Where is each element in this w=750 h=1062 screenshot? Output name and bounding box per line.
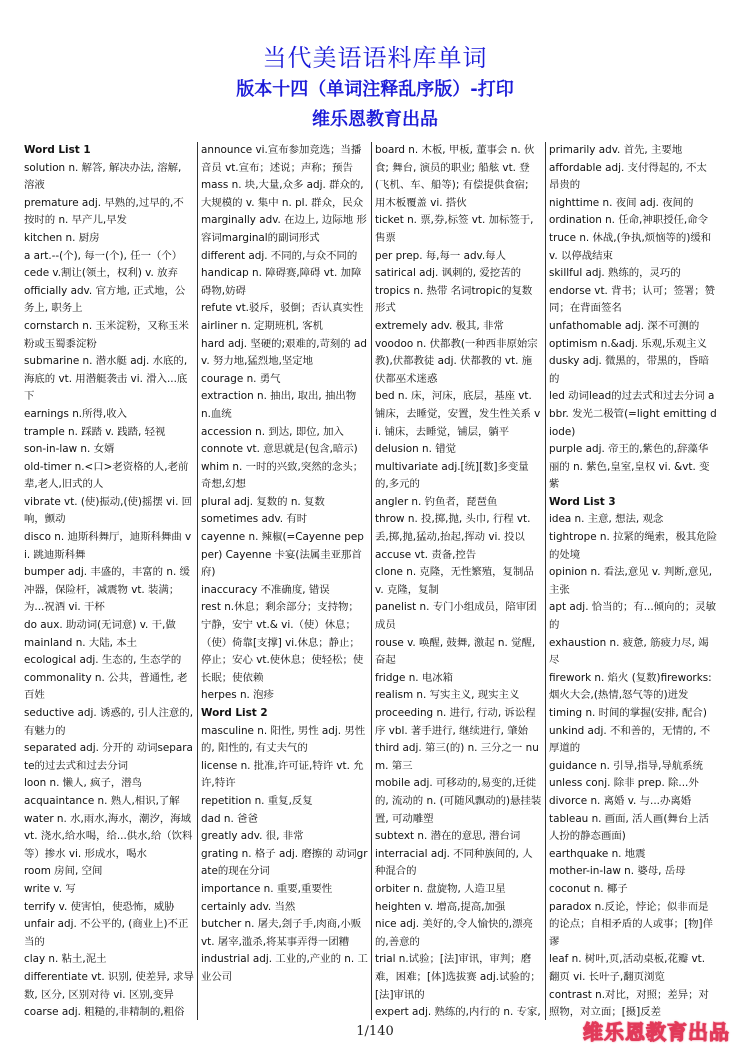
word-entry: masculine n. 阳性, 男性 adj. 男性的, 阳性的, 有丈夫气的	[201, 724, 366, 755]
word-entry: dad n. 爸爸	[201, 812, 258, 825]
word-entry: voodoo n. 伏都教(一种西非原始宗教),伏都教徒 adj. 伏都教的 vt. 施伏都巫术迷惑	[375, 337, 538, 385]
word-entry: truce n. 休战,(争执,烦恼等的)缓和 v. 以停战结束	[549, 231, 712, 262]
word-entry: announce vi.宣布参加竞选；当播音员 vt.宣布；述说；声称；预告	[201, 144, 362, 174]
word-entry: solution n. 解答, 解决办法, 溶解, 溶液	[24, 161, 182, 192]
word-entry: realism n. 写实主义, 现实主义	[375, 689, 520, 702]
word-entry: multivariate adj.[统][数]多变量的,多元的	[375, 460, 529, 491]
word-entry: write v. 写	[24, 882, 76, 895]
word-entry: officially adv. 官方地, 正式地，公务上, 职务上	[24, 284, 186, 315]
word-entry: room 房间, 空间	[24, 865, 103, 878]
document-title: 当代美语语料库单词	[262, 44, 488, 72]
word-entry: throw n. 投,掷,抛, 头巾, 行程 vt. 丢,掷,抛,猛动,抬起,挥动 vi. 投以	[375, 513, 531, 544]
word-entry: terrify v. 使害怕，使恐怖，威胁	[24, 900, 175, 913]
word-entry: board n. 木板, 甲板, 董事会 n. 伙食; 舞台, 演员的职业; 船舷 vt. 登(飞机、车、船等); 有偿提供食宿; 用木板覆盖 vi. 搭伙	[375, 144, 535, 209]
word-entry: coarse adj. 粗糙的,非精制的,粗俗	[24, 1006, 185, 1019]
word-entry: ecological adj. 生态的, 生态学的	[24, 654, 182, 667]
word-entry: unless conj. 除非 prep. 除...外	[549, 777, 699, 790]
word-entry: leaf n. 树叶,页,活动桌板,花瓣 vt. 翻页 vi. 长叶子,翻页浏览	[549, 953, 706, 983]
word-entry: accession n. 到达, 即位, 加入	[201, 425, 344, 438]
word-entry: acquaintance n. 熟人,相识,了解	[24, 794, 180, 807]
word-entry: mother-in-law n. 婆母, 岳母	[549, 865, 686, 878]
document-header	[0, 42, 750, 134]
column-4	[546, 142, 720, 1020]
word-entry: refute vt.驳斥，驳倒；否认真实性	[201, 302, 364, 315]
word-entry: industrial adj. 工业的,产业的 n. 工业公司	[201, 953, 368, 983]
word-entry: herpes n. 泡疹	[201, 689, 274, 702]
word-entry: mainland n. 大陆, 本土	[24, 636, 138, 649]
word-entry: do aux. 助动词(无词意) v. 干,做	[24, 619, 176, 632]
word-entry: tableau n. 画面, 活人画(舞台上活人扮的静态画面)	[549, 812, 709, 843]
word-entry: plural adj. 复数的 n. 复数	[201, 495, 325, 508]
word-entry: guidance n. 引导,指导,导航系统	[549, 759, 703, 772]
word-entry: led 动词lead的过去式和过去分词 abbr. 发光二极管(=light emitting diode)	[549, 390, 717, 438]
word-entry: exhaustion n. 疲惫, 筋疲力尽, 竭尽	[549, 636, 709, 667]
word-entry: ordination n. 任命,神职授任,命令	[549, 214, 709, 227]
word-entry: airliner n. 定期班机, 客机	[201, 319, 323, 332]
word-entry: mass n. 块,大量,众多 adj. 群众的,大规模的 v. 集中 n. pl. 群众，民众	[201, 179, 364, 209]
word-entry: rest n.休息；剩余部分；支持物；宁静，安宁 vt.& vi.（使）休息；（使）倚靠[支撑] vi.休息；静止；停止；安心 vt.使休息；使轻松；使长眠；使依赖	[201, 601, 364, 684]
word-entry: clay n. 粘土,泥土	[24, 953, 107, 966]
word-entry: cede v.割让(领土，权利) v. 放弃	[24, 267, 178, 280]
word-entry: butcher n. 屠夫,刽子手,肉商,小贩 vt. 屠宰,滥杀,将某事弄得一团糟	[201, 918, 362, 948]
word-entry: per prep. 每,每一 adv.每人	[375, 249, 506, 262]
column-2	[198, 142, 372, 1020]
page-number: 1/140	[356, 1024, 394, 1039]
publisher-name: 维乐恩教育出品	[312, 109, 438, 130]
word-entry: connote vt. 意思就是(包含,暗示)	[201, 443, 358, 456]
word-entry: fridge n. 电冰箱	[375, 671, 454, 684]
word-entry: differentiate vt. 识别, 使差异, 求导数, 区分, 区别对待 vi. 区别,变异	[24, 970, 194, 1001]
word-entry: commonality n. 公共，普通性, 老百姓	[24, 671, 188, 702]
word-entry: son-in-law n. 女婿	[24, 443, 115, 456]
word-entry: optimism n.&adj. 乐观,乐观主义	[549, 337, 707, 350]
word-list-heading: Word List 1	[24, 144, 91, 156]
word-entry: grating n. 格子 adj. 磨擦的 动词grate的现在分词	[201, 847, 368, 878]
word-entry: extraction n. 抽出, 取出, 抽出物 n.血统	[201, 390, 357, 420]
word-entry: subtext n. 潜在的意思, 潜台词	[375, 830, 521, 843]
word-entry: unfathomable adj. 深不可测的	[549, 319, 700, 332]
word-entry: bumper adj. 丰盛的，丰富的 n. 缓冲器，保险杆，减震物 vt. 装满；为...祝酒 vi. 干杯	[24, 566, 190, 614]
word-entry: tropics n. 热带 名词tropic的复数形式	[375, 284, 533, 315]
document-subtitle: 版本十四（单词注释乱序版）-打印	[236, 79, 514, 100]
word-entry: old-timer n.<口>老资格的人,老前辈,老人,旧式的人	[24, 460, 189, 491]
word-entry: inaccuracy 不准确度, 错误	[201, 583, 330, 596]
word-entry: firework n. 焰火 (复数)fireworks:烟火大会,(热情,怒气等的)迸发	[549, 671, 712, 702]
word-entry: marginally adv. 在边上, 边际地 形容词marginal的副词形式	[201, 214, 367, 244]
word-entry: orbiter n. 盘旋物, 人造卫星	[375, 882, 506, 895]
word-entry: proceeding n. 进行, 行动, 诉讼程序 vbl. 著手进行, 继续进行, 肇始	[375, 707, 536, 737]
word-entry: earnings n.所得,收入	[24, 407, 127, 420]
word-entry: mobile adj. 可移动的,易变的,迁徙的, 流动的 n. (可随风飘动的)悬挂装置, 可动雕塑	[375, 777, 542, 825]
word-entry: greatly adv. 很, 非常	[201, 830, 304, 843]
word-entry: separated adj. 分开的 动词separate的过去式和过去分词	[24, 742, 193, 772]
column-3	[372, 142, 546, 1020]
word-entry: trial n.试验；[法]审讯，审判；磨难，困难；[体]选拔赛 adj.试验的；[法]审讯的	[375, 953, 541, 1001]
word-entry: water n. 水,雨水,海水，潮汐，海域 vt. 浇水,给水喝，给...供水,给（饮料等）掺水 vi. 形成水，喝水	[24, 812, 193, 860]
word-entry: certainly adv. 当然	[201, 900, 296, 913]
word-entry: rouse v. 唤醒, 鼓舞, 激起 n. 觉醒,奋起	[375, 636, 536, 667]
word-entry: endorse vt. 背书；认可；签署；赞同；在背面签名	[549, 284, 716, 315]
word-entry: vibrate vt. (使)振动,(使)摇摆 vi. 回响，颤动	[24, 495, 193, 526]
word-entry: satirical adj. 讽刺的, 爱挖苦的	[375, 267, 521, 280]
word-entry: license n. 批准,许可证,特许 vt. 允许,特许	[201, 759, 364, 790]
word-entry: whim n. 一时的兴致,突然的念头；奇想,幻想	[201, 460, 364, 491]
word-entry: interracial adj. 不同种族间的, 人种混合的	[375, 847, 533, 878]
word-list-columns	[24, 142, 728, 1020]
word-entry: ticket n. 票,券,标签 vt. 加标签于,售票	[375, 214, 534, 244]
word-entry: bed n. 床，河床，底层，基座 vt. 铺床，去睡觉，安置，发生性关系 vi. 铺床，去睡觉，铺层，躺平	[375, 390, 541, 438]
word-entry: kitchen n. 厨房	[24, 231, 100, 244]
word-entry: skillful adj. 熟练的，灵巧的	[549, 267, 681, 280]
word-entry: dusky adj. 微黑的，带黑的，昏暗的	[549, 355, 710, 385]
word-entry: angler n. 钓鱼者，琵琶鱼	[375, 495, 498, 508]
word-entry: apt adj. 恰当的；有...倾向的；灵敏的	[549, 601, 716, 632]
word-entry: cayenne n. 辣椒(=Cayenne pepper) Cayenne 卡宴(法属圭亚那首府)	[201, 531, 364, 579]
word-entry: divorce n. 离婚 v. 与...办离婚	[549, 794, 692, 807]
word-list-heading: Word List 3	[549, 495, 616, 508]
word-entry: extremely adv. 极其, 非常	[375, 319, 504, 332]
word-entry: panelist n. 专门小组成员，陪审团成员	[375, 601, 537, 632]
word-entry: coconut n. 椰子	[549, 882, 628, 895]
word-entry: primarily adv. 首先, 主要地	[549, 144, 683, 156]
word-entry: contrast n.对比，对照；差异；对照物，对立面；[摄]反差	[549, 988, 709, 1019]
word-entry: premature adj. 早熟的,过早的,不按时的 n. 早产儿,早发	[24, 196, 184, 227]
word-entry: opinion n. 看法,意见 v. 判断,意见,主张	[549, 566, 713, 596]
word-entry: a art.--(个), 每一(个), 任一（个）	[24, 249, 183, 262]
word-entry: nice adj. 美好的,令人愉快的,漂亮的,善意的	[375, 918, 533, 948]
word-entry: accuse vt. 责备,控告	[375, 548, 477, 561]
word-entry: loon n. 懒人, 疯子，潜鸟	[24, 777, 143, 790]
word-entry: idea n. 主意, 想法, 观念	[549, 513, 664, 526]
word-entry: repetition n. 重复,反复	[201, 794, 313, 807]
word-entry: purple adj. 帝王的,紫色的,辞藻华丽的 n. 紫色,皇室,皇权 vi. &vt. 变紫	[549, 443, 710, 491]
word-entry: seductive adj. 诱惑的, 引人注意的, 有魅力的	[24, 707, 193, 737]
word-entry: delusion n. 错觉	[375, 443, 456, 456]
word-entry: submarine n. 潜水艇 adj. 水底的,海底的 vt. 用潜艇袭击 vi. 滑入...底下	[24, 355, 188, 403]
word-entry: different adj. 不同的,与众不同的	[201, 249, 358, 262]
word-entry: handicap n. 障碍赛,障碍 vt. 加障碍物,妨碍	[201, 267, 362, 297]
word-list-heading: Word List 2	[201, 707, 268, 719]
word-entry: tightrope n. 拉紧的绳索，极其危险的处境	[549, 531, 718, 561]
word-entry: cornstarch n. 玉米淀粉，又称玉米粉或玉蜀黍淀粉	[24, 319, 189, 350]
word-entry: importance n. 重要,重要性	[201, 882, 333, 895]
word-entry: paradox n.反论，悖论；似非而是的论点；自相矛盾的人或事；[物]佯谬	[549, 900, 713, 948]
word-entry: unfair adj. 不公平的, (商业上)不正当的	[24, 918, 189, 948]
word-entry: courage n. 勇气	[201, 372, 281, 385]
column-1	[24, 142, 198, 1020]
word-entry: affordable adj. 支付得起的, 不太昂贵的	[549, 161, 707, 192]
word-entry: trample n. 踩踏 v. 践踏, 轻视	[24, 425, 166, 438]
word-entry: disco n. 迪斯科舞厅，迪斯科舞曲 vi. 跳迪斯科舞	[24, 531, 192, 561]
word-entry: heighten v. 增高,提高,加强	[375, 900, 506, 913]
word-entry: third adj. 第三(的) n. 三分之一 num. 第三	[375, 742, 539, 772]
word-entry: timing n. 时间的掌握(安排, 配合)	[549, 707, 707, 719]
word-entry: unkind adj. 不和善的，无情的, 不厚道的	[549, 724, 711, 755]
word-entry: earthquake n. 地震	[549, 847, 646, 860]
word-entry: clone n. 克隆，无性繁殖，复制品 v. 克隆，复制	[375, 566, 534, 596]
word-entry: expert adj. 熟练的,内行的 n. 专家,	[375, 1006, 541, 1019]
word-entry: hard adj. 坚硬的;艰难的,苛刻的 adv. 努力地,猛烈地,坚定地	[201, 337, 367, 368]
word-entry: nighttime n. 夜间 adj. 夜间的	[549, 196, 694, 209]
word-entry: sometimes adv. 有时	[201, 513, 308, 526]
watermark: 维乐恩教育出品	[583, 1020, 730, 1044]
